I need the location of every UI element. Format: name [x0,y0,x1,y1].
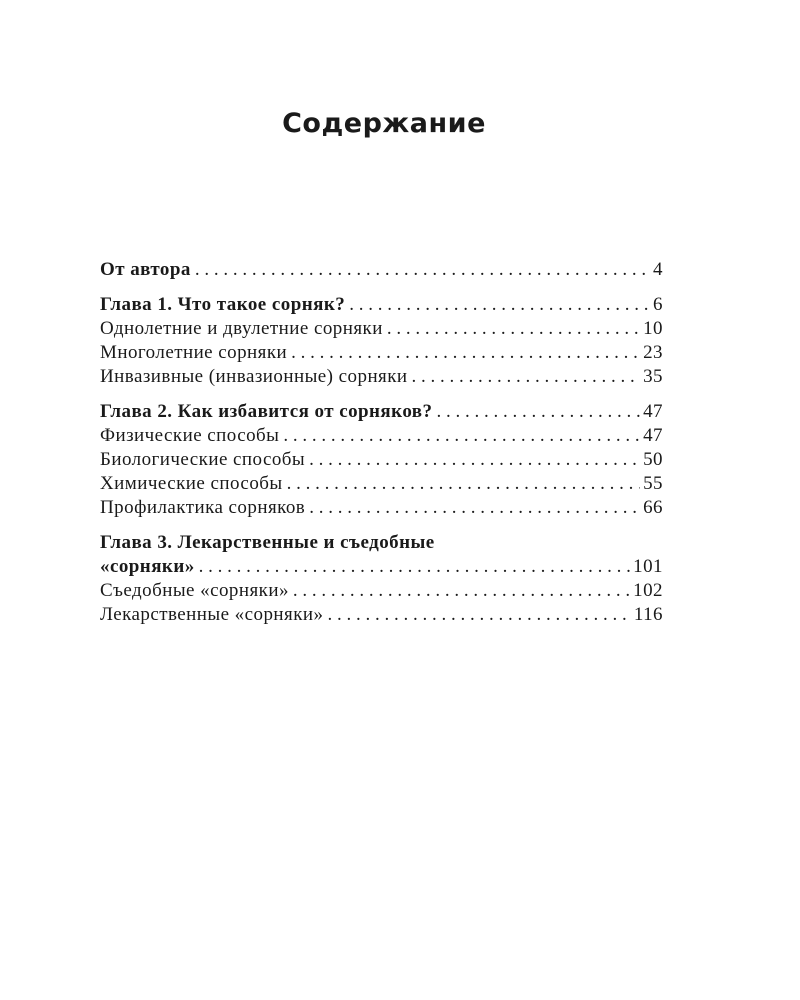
toc-page-number: 47 [643,425,663,446]
toc-page-number: 10 [643,318,663,339]
toc-entry-edible-weeds[interactable] [100,579,663,603]
toc-entry-label: Инвазивные (инвазионные) сорняки [100,366,408,387]
toc-entry-label: Многолетние сорняки [100,342,288,363]
table-of-contents [100,258,663,638]
toc-entry-medicinal-weeds[interactable] [100,603,663,627]
dot-leader [436,400,640,424]
toc-entry-physical-methods[interactable] [100,424,663,448]
toc-page-number: 35 [643,366,663,387]
toc-page-number: 47 [643,401,663,422]
toc-page-number: 101 [633,556,663,577]
toc-entry-biological-methods[interactable] [100,448,663,472]
dot-leader [199,555,630,579]
dot-leader [327,603,630,627]
toc-entry-label: Химические способы [100,473,283,494]
toc-entry-invasive-weeds[interactable] [100,365,663,389]
toc-entry-label: Однолетние и двулетние сорняки [100,318,383,339]
toc-entry-label: Биологические способы [100,449,306,470]
toc-entry-chapter-3[interactable] [100,555,663,579]
toc-group-chapter-3 [100,531,663,627]
toc-entry-label: Съедобные «сорняки» [100,580,289,601]
toc-entry-prevention[interactable] [100,496,663,520]
toc-entry-label: От автора [100,259,191,280]
toc-group-chapter-1 [100,293,663,389]
toc-page-number: 66 [643,497,663,518]
page-title: Содержание [282,108,486,139]
dot-leader [387,317,640,341]
toc-entry-chapter-1[interactable] [100,293,663,317]
toc-entry-perennial-weeds[interactable] [100,341,663,365]
toc-entry-chapter-2[interactable] [100,400,663,424]
dot-leader [283,424,640,448]
toc-entry-label: Профилактика сорняков [100,497,306,518]
dot-leader [291,341,640,365]
dot-leader [309,496,640,520]
toc-page-number: 23 [643,342,663,363]
toc-entry-label: Лекарственные «сорняки» [100,604,324,625]
dot-leader [195,258,650,282]
toc-group-author [100,258,663,282]
dot-leader [412,365,641,389]
toc-group-chapter-2 [100,400,663,520]
dot-leader [309,448,640,472]
toc-entry-chapter-3-line-1[interactable]: Глава 3. Лекарственные и съедобные [100,532,435,553]
toc-page-number: 55 [643,473,663,494]
dot-leader [349,293,650,317]
toc-entry-label: Физические способы [100,425,280,446]
toc-entry-label: Глава 1. Что такое сорняк? [100,294,346,315]
toc-page-number: 6 [653,294,663,315]
toc-entry-annual-weeds[interactable] [100,317,663,341]
toc-entry-label: «сорняки» [100,556,195,577]
toc-page-number: 116 [633,604,663,625]
toc-entry-chemical-methods[interactable] [100,472,663,496]
dot-leader [287,472,640,496]
toc-page-number: 4 [653,259,663,280]
toc-entry-author[interactable] [100,258,663,282]
toc-entry-label: Глава 2. Как избавится от сорняков? [100,401,433,422]
dot-leader [293,579,630,603]
toc-page-number: 50 [643,449,663,470]
toc-page-number: 102 [633,580,663,601]
